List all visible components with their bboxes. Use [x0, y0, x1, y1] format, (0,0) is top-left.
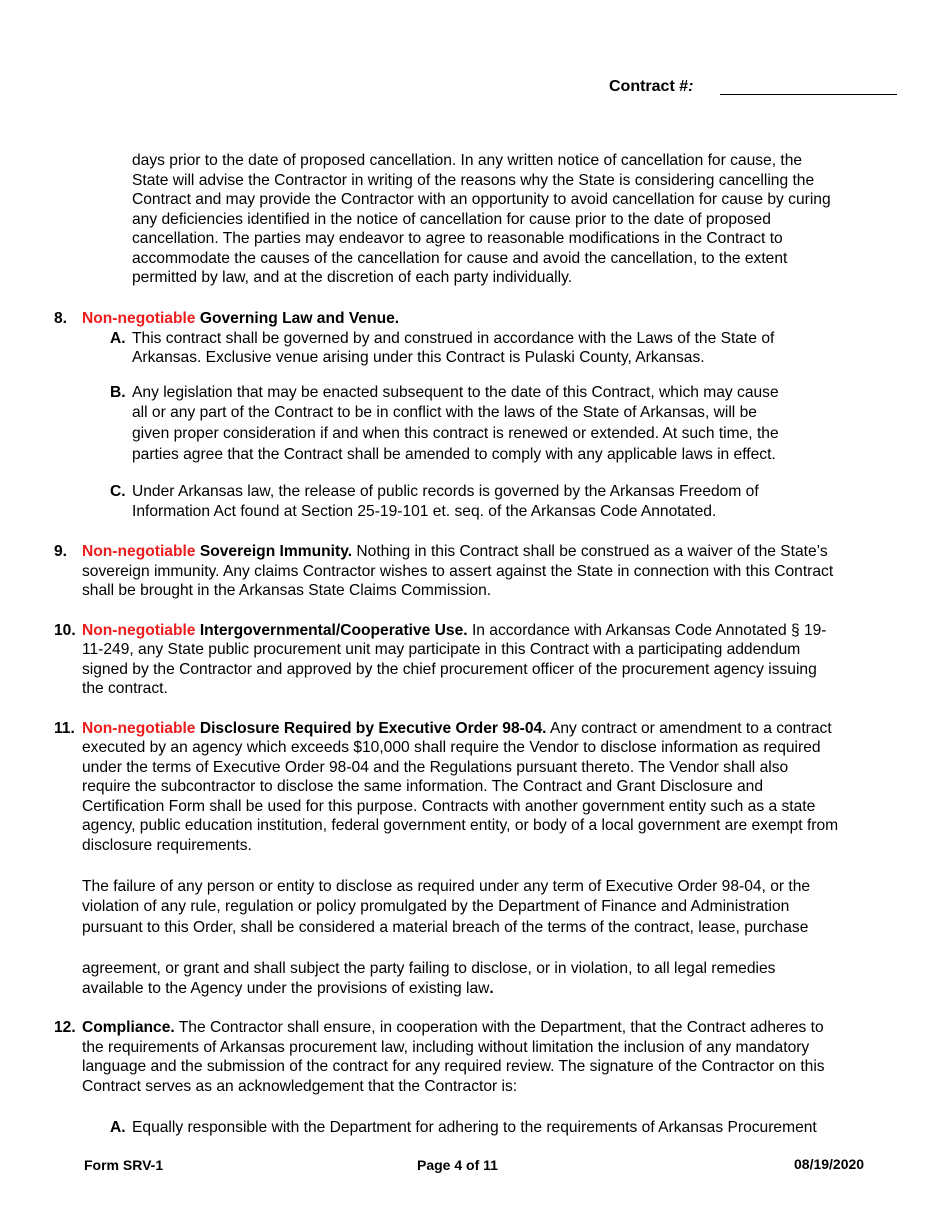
item-label: A. [110, 330, 126, 347]
text-line: Information Act found at Section 25-19-101 et. seq. of the Arkansas Code Annotated. [132, 503, 717, 520]
text-line: shall be brought in the Arkansas State Claims Commission. [82, 582, 492, 599]
text-line: language and the submission of the contract for any required review. The signature of the Contractor on this [82, 1058, 825, 1075]
section-heading [82, 1018, 824, 1037]
text-line: Certification Form shall be used for this purpose. Contracts with another government entity such as a state [82, 798, 816, 815]
item-label: A. [110, 1119, 126, 1136]
text-line: pursuant to this Order, shall be considered a material breach of the terms of the contract, lease, purchase [82, 919, 809, 936]
section-heading [82, 542, 828, 561]
section-title: Sovereign Immunity. [199, 543, 353, 560]
text-line: The failure of any person or entity to disclose as required under any term of Executive Order 98-04, or the [82, 878, 811, 895]
text-line: Contract and may provide the Contractor with an opportunity to avoid cancellation for cause by curing [132, 191, 831, 208]
text-line: signed by the Contractor and approved by the chief procurement officer of the procurement agency issuing [82, 661, 817, 678]
text-line: cancellation. The parties may endeavor to agree to reasonable modifications in the Contract to [132, 230, 783, 247]
text-run: Nothing in this Contract shall be construed as a waiver of the State’s [356, 543, 828, 560]
non-negotiable-tag: Non-negotiable [82, 720, 196, 737]
section-title: Compliance. [82, 1019, 175, 1036]
non-negotiable-tag: Non-negotiable [82, 622, 196, 639]
section-heading [82, 621, 827, 640]
section-number: 11. [54, 720, 75, 737]
text-line: agency, public education institution, federal government entity, or body of a local government are exempt from [82, 817, 839, 834]
footer-page-number: Page 4 of 11 [417, 1157, 498, 1173]
text-line: the contract. [82, 680, 168, 697]
text-line: executed by an agency which exceeds $10,000 shall require the Vendor to disclose information as required [82, 739, 821, 756]
text-line: sovereign immunity. Any claims Contractor wishes to assert against the State in connection with this Contract [82, 563, 834, 580]
contract-number-label: Contract #: [609, 78, 694, 95]
item-label: B. [110, 384, 126, 401]
text-line: violation of any rule, regulation or policy promulgated by the Department of Finance and Administration [82, 898, 790, 915]
text-line: disclosure requirements. [82, 837, 252, 854]
text-line: parties agree that the Contract shall be amended to comply with any applicable laws in effect. [132, 446, 776, 463]
section-title: Intergovernmental/Cooperative Use. [199, 622, 468, 639]
text-line: State will advise the Contractor in writing of the reasons why the State is considering cancelling the [132, 172, 815, 189]
section-number: 10. [54, 622, 76, 639]
non-negotiable-tag: Non-negotiable [82, 543, 196, 560]
text-run: The Contractor shall ensure, in cooperation with the Department, that the Contract adheres to [178, 1019, 824, 1036]
text-line: days prior to the date of proposed cancellation. In any written notice of cancellation for cause, the [132, 152, 803, 169]
text-line: Under Arkansas law, the release of public records is governed by the Arkansas Freedom of [132, 483, 759, 500]
text-line: 11-249, any State public procurement unit may participate in this Contract with a participating addendum [82, 641, 801, 658]
text-line: available to the Agency under the provisions of existing law. [82, 980, 494, 997]
text-line: require the subcontractor to disclose the same information. The Contract and Grant Disclosure and [82, 778, 763, 795]
non-negotiable-tag: Non-negotiable [82, 310, 196, 327]
contract-number-field[interactable] [720, 94, 897, 95]
text-line: accommodate the causes of the cancellation for cause and avoid the cancellation, to the extent [132, 250, 788, 267]
text-run: Any contract or amendment to a contract [549, 720, 832, 737]
section-number: 8. [54, 310, 68, 327]
text-line: permitted by law, and at the discretion of each party individually. [132, 269, 573, 286]
text-line: given proper consideration if and when this contract is renewed or extended. At such time, the [132, 425, 779, 442]
section-number: 9. [54, 543, 68, 560]
section-number: 12. [54, 1019, 76, 1036]
item-label: C. [110, 483, 126, 500]
footer-form-id: Form SRV-1 [84, 1157, 164, 1173]
text-line: the requirements of Arkansas procurement law, including without limitation the inclusion of any mandatory [82, 1039, 810, 1056]
text-run: In accordance with Arkansas Code Annotated § 19- [471, 622, 827, 639]
text-line: any deficiencies identified in the notice of cancellation for cause prior to the date of proposed [132, 211, 771, 228]
section-title: Governing Law and Venue. [199, 310, 400, 327]
section-title: Disclosure Required by Executive Order 98-04. [199, 720, 547, 737]
footer-date: 08/19/2020 [794, 1156, 865, 1172]
text-line: all or any part of the Contract to be in conflict with the laws of the State of Arkansas, will be [132, 404, 757, 421]
text-line: Any legislation that may be enacted subsequent to the date of this Contract, which may cause [132, 384, 779, 401]
text-line: Arkansas. Exclusive venue arising under this Contract is Pulaski County, Arkansas. [132, 349, 705, 366]
text-line: This contract shall be governed by and construed in accordance with the Laws of the State of [132, 330, 775, 347]
section-heading [82, 309, 399, 328]
text-line: Equally responsible with the Department for adhering to the requirements of Arkansas Procurement [132, 1119, 817, 1136]
text-line: Contract serves as an acknowledgement that the Contractor is: [82, 1078, 518, 1095]
text-line: agreement, or grant and shall subject the party failing to disclose, or in violation, to all legal remedies [82, 960, 776, 977]
section-heading [82, 719, 832, 738]
text-line: under the terms of Executive Order 98-04 and the Regulations pursuant thereto. The Vendor shall also [82, 759, 789, 776]
